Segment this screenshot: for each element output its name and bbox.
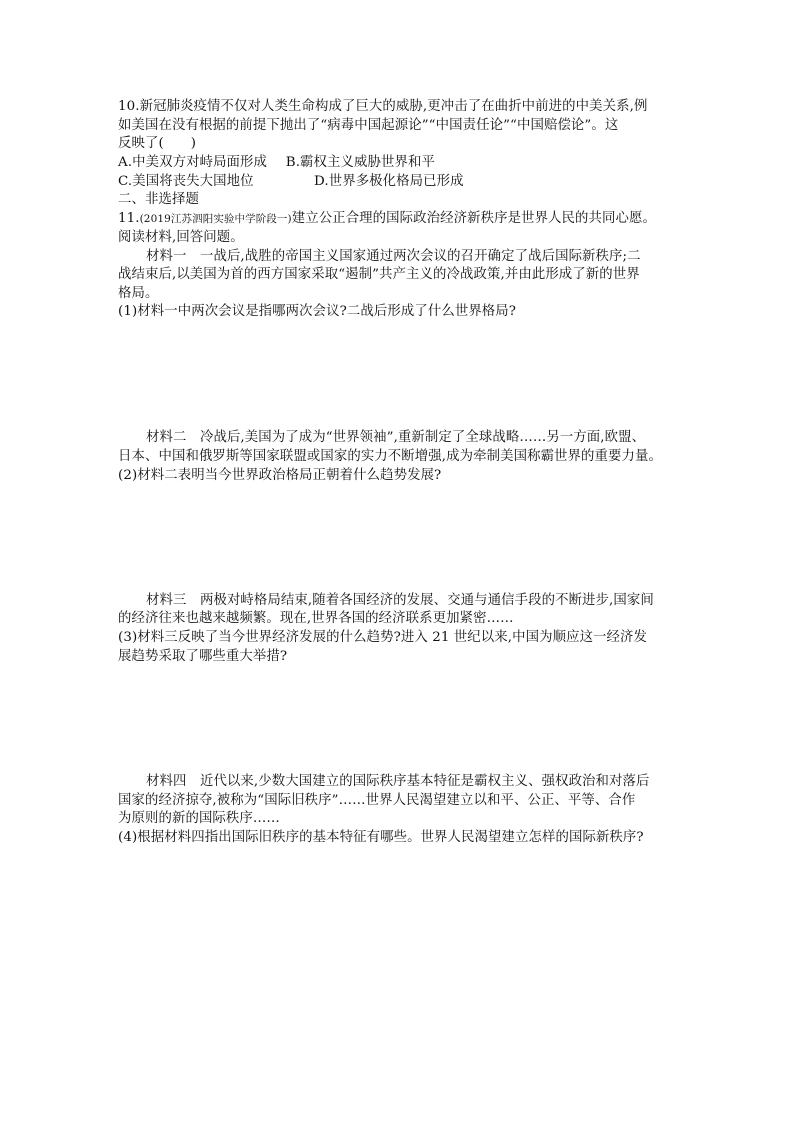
q10-option-a: A.中美双方对峙局面形成 <box>118 155 268 170</box>
material1-line-1: 材料一 一战后,战胜的帝国主义国家通过两次会议的召开确定了战后国际新秩序;二 <box>146 249 641 264</box>
section-heading: 二、非选择题 <box>118 192 199 207</box>
material2-line-2: 日本、中国和俄罗斯等国家联盟或国家的实力不断增强,成为牵制美国称霸世界的重要力量。 <box>118 449 662 464</box>
question-4: (4)根据材料四指出国际旧秩序的基本特征有哪些。世界人民渴望建立怎样的国际新秩序? <box>118 830 644 845</box>
q11-source: (2019江苏泗阳实验中学阶段一) <box>139 213 292 225</box>
material4-line-3: 为原则的新的国际秩序…… <box>118 811 280 826</box>
material1-line-2: 战结束后,以美国为首的西方国家采取“遏制”共产主义的冷战政策,并由此形成了新的世界 <box>118 267 640 282</box>
q10-stem-line-1: 10.新冠肺炎疫情不仅对人类生命构成了巨大的威胁,更冲击了在曲折中前进的中美关系,例 <box>118 99 648 114</box>
material2-line-1: 材料二 冷战后,美国为了成为“世界领袖”,重新制定了全球战略……另一方面,欧盟、 <box>146 430 646 445</box>
q10-options-row-1 <box>118 154 688 172</box>
material1-line-3: 格局。 <box>118 286 159 301</box>
question-3-line-1: (3)材料三反映了当今世界经济发展的什么趋势?进入 21 世纪以来,中国为顺应这一经济发 <box>118 630 648 645</box>
q10-option-d: D.世界多极化格局已形成 <box>314 174 464 189</box>
question-1: (1)材料一中两次会议是指哪两次会议?二战后形成了什么世界格局? <box>118 304 517 319</box>
q10-stem-line-3: 反映了( ) <box>118 136 197 151</box>
q11-intro-line-1 <box>118 210 688 228</box>
material3-line-2: 的经济往来也越来越频繁。现在,世界各国的经济联系更加紧密…… <box>118 611 514 626</box>
question-2: (2)材料二表明当今世界政治格局正朝着什么趋势发展? <box>118 468 442 483</box>
q10-option-b: B.霸权主义威胁世界和平 <box>285 155 435 170</box>
question-3-line-2: 展趋势采取了哪些重大举措? <box>118 649 288 664</box>
material4-line-2: 国家的经济掠夺,被称为“国际旧秩序”……世界人民渴望建立以和平、公正、平等、合作 <box>118 793 636 808</box>
q11-intro-text: 建立公正合理的国际政治经济新秩序是世界人民的共同心愿。 <box>291 211 656 226</box>
material4-line-1: 材料四 近代以来,少数大国建立的国际秩序基本特征是霸权主义、强权政治和对落后 <box>146 774 650 789</box>
q10-option-c: C.美国将丧失大国地位 <box>118 174 254 189</box>
q10-stem-line-2: 如美国在没有根据的前提下抛出了“病毒中国起源论”“中国责任论”“中国赔偿论”。这 <box>118 118 619 133</box>
material3-line-1: 材料三 两极对峙格局结束,随着各国经济的发展、交通与通信手段的不断进步,国家间 <box>146 593 654 608</box>
q11-intro-line-2: 阅读材料,回答问题。 <box>118 230 244 245</box>
q11-number: 11. <box>118 211 140 226</box>
